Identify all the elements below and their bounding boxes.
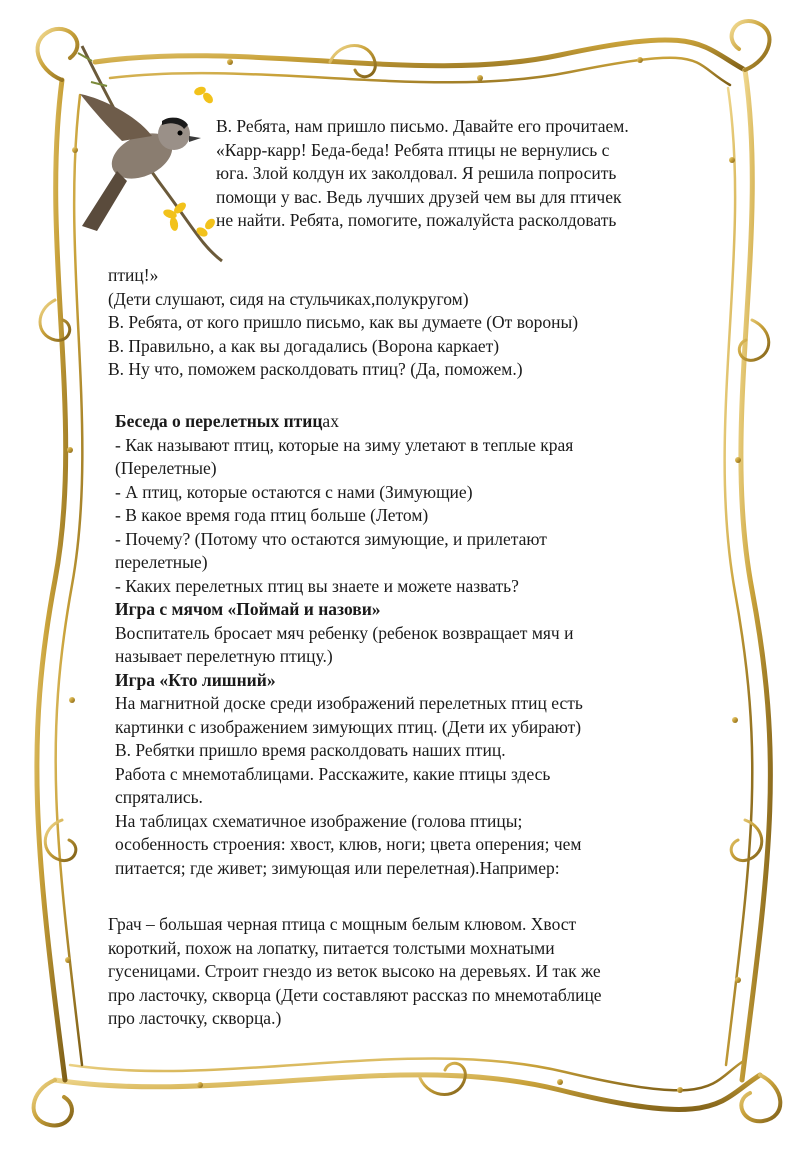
- text-line: На таблицах схематичное изображение (голова птицы;: [115, 810, 523, 831]
- text-line: птиц!»: [108, 265, 159, 285]
- text-line: Грач – большая черная птица с мощным белым клювом. Хвост: [108, 914, 577, 934]
- text-line: «Карр-карр! Беда-беда! Ребята птицы не вернулись с: [216, 139, 610, 160]
- text-line: юга. Злой колдун их заколдовал. Я решила попросить: [216, 163, 617, 183]
- text-line: особенность строения: хвост, клюв, ноги; цвета оперения; чем: [115, 834, 582, 854]
- text-line: про ласточку, скворца (Дети составляют рассказ по мнемотаблице: [108, 984, 602, 1005]
- conversation-section: [115, 410, 705, 880]
- section-heading-odd-one-game: Игра «Кто лишний»: [115, 669, 276, 690]
- text-line: короткий, похож на лопатку, питается толстыми мохнатыми: [108, 937, 555, 958]
- text-line: картинки с изображением зимующих птиц. (Дети их убирают): [115, 716, 582, 737]
- text-line: - Каких перелетных птиц вы знаете и можете назвать?: [115, 575, 519, 596]
- text-line: - Почему? (Потому что остаются зимующие, и прилетают: [115, 528, 547, 549]
- text-line: называет перелетную птицу.): [115, 646, 333, 666]
- text-line: В. Правильно, а как вы догадались (Ворона каркает): [108, 335, 500, 356]
- section-heading-ball-game: Игра с мячом «Поймай и назови»: [115, 599, 381, 619]
- text-line: В. Ребята, от кого пришло письмо, как вы думаете (От вороны): [108, 312, 579, 332]
- example-paragraph: [108, 913, 708, 1031]
- section-heading-conversation: [115, 410, 705, 434]
- text-line: перелетные): [115, 552, 208, 572]
- text-line: В. Ребята, нам пришло письмо. Давайте его прочитаем.: [216, 116, 629, 136]
- text-line: гусеницами. Строит гнездо из веток высоко на деревьях. И так же: [108, 961, 601, 981]
- intro-dialogue: [108, 264, 708, 382]
- text-line: Воспитатель бросает мяч ребенку (ребенок возвращает мяч и: [115, 622, 574, 643]
- text-line: - А птиц, которые остаются с нами (Зимующие): [115, 481, 473, 502]
- text-line: (Перелетные): [115, 458, 217, 478]
- text-line: (Дети слушают, сидя на стульчиках,полукругом): [108, 288, 469, 309]
- text-line: про ласточку, скворца.): [108, 1008, 282, 1028]
- text-line: питается; где живет; зимующая или перелетная).Например:: [115, 857, 560, 878]
- text-line: На магнитной доске среди изображений перелетных птиц есть: [115, 693, 583, 713]
- heading-rest-part: ах: [322, 411, 339, 431]
- text-line: Работа с мнемотаблицами. Расскажите, какие птицы здесь: [115, 763, 551, 784]
- text-line: - Как называют птиц, которые на зиму улетают в теплые края: [115, 434, 574, 455]
- text-line: спрятались.: [115, 787, 203, 807]
- text-line: - В какое время года птиц больше (Летом): [115, 505, 429, 525]
- text-line: не найти. Ребята, помогите, пожалуйста расколдовать: [216, 210, 617, 230]
- text-line: В. Ну что, поможем расколдовать птиц? (Да, поможем.): [108, 359, 523, 379]
- bird-on-branch-illustration: [62, 36, 232, 266]
- heading-bold-part: Беседа о перелетных птиц: [115, 411, 323, 431]
- letter-paragraph: [216, 115, 716, 233]
- text-line: В. Ребятки пришло время расколдовать наших птиц.: [115, 740, 506, 760]
- text-line: помощи у вас. Ведь лучших друзей чем вы для птичек: [216, 186, 622, 207]
